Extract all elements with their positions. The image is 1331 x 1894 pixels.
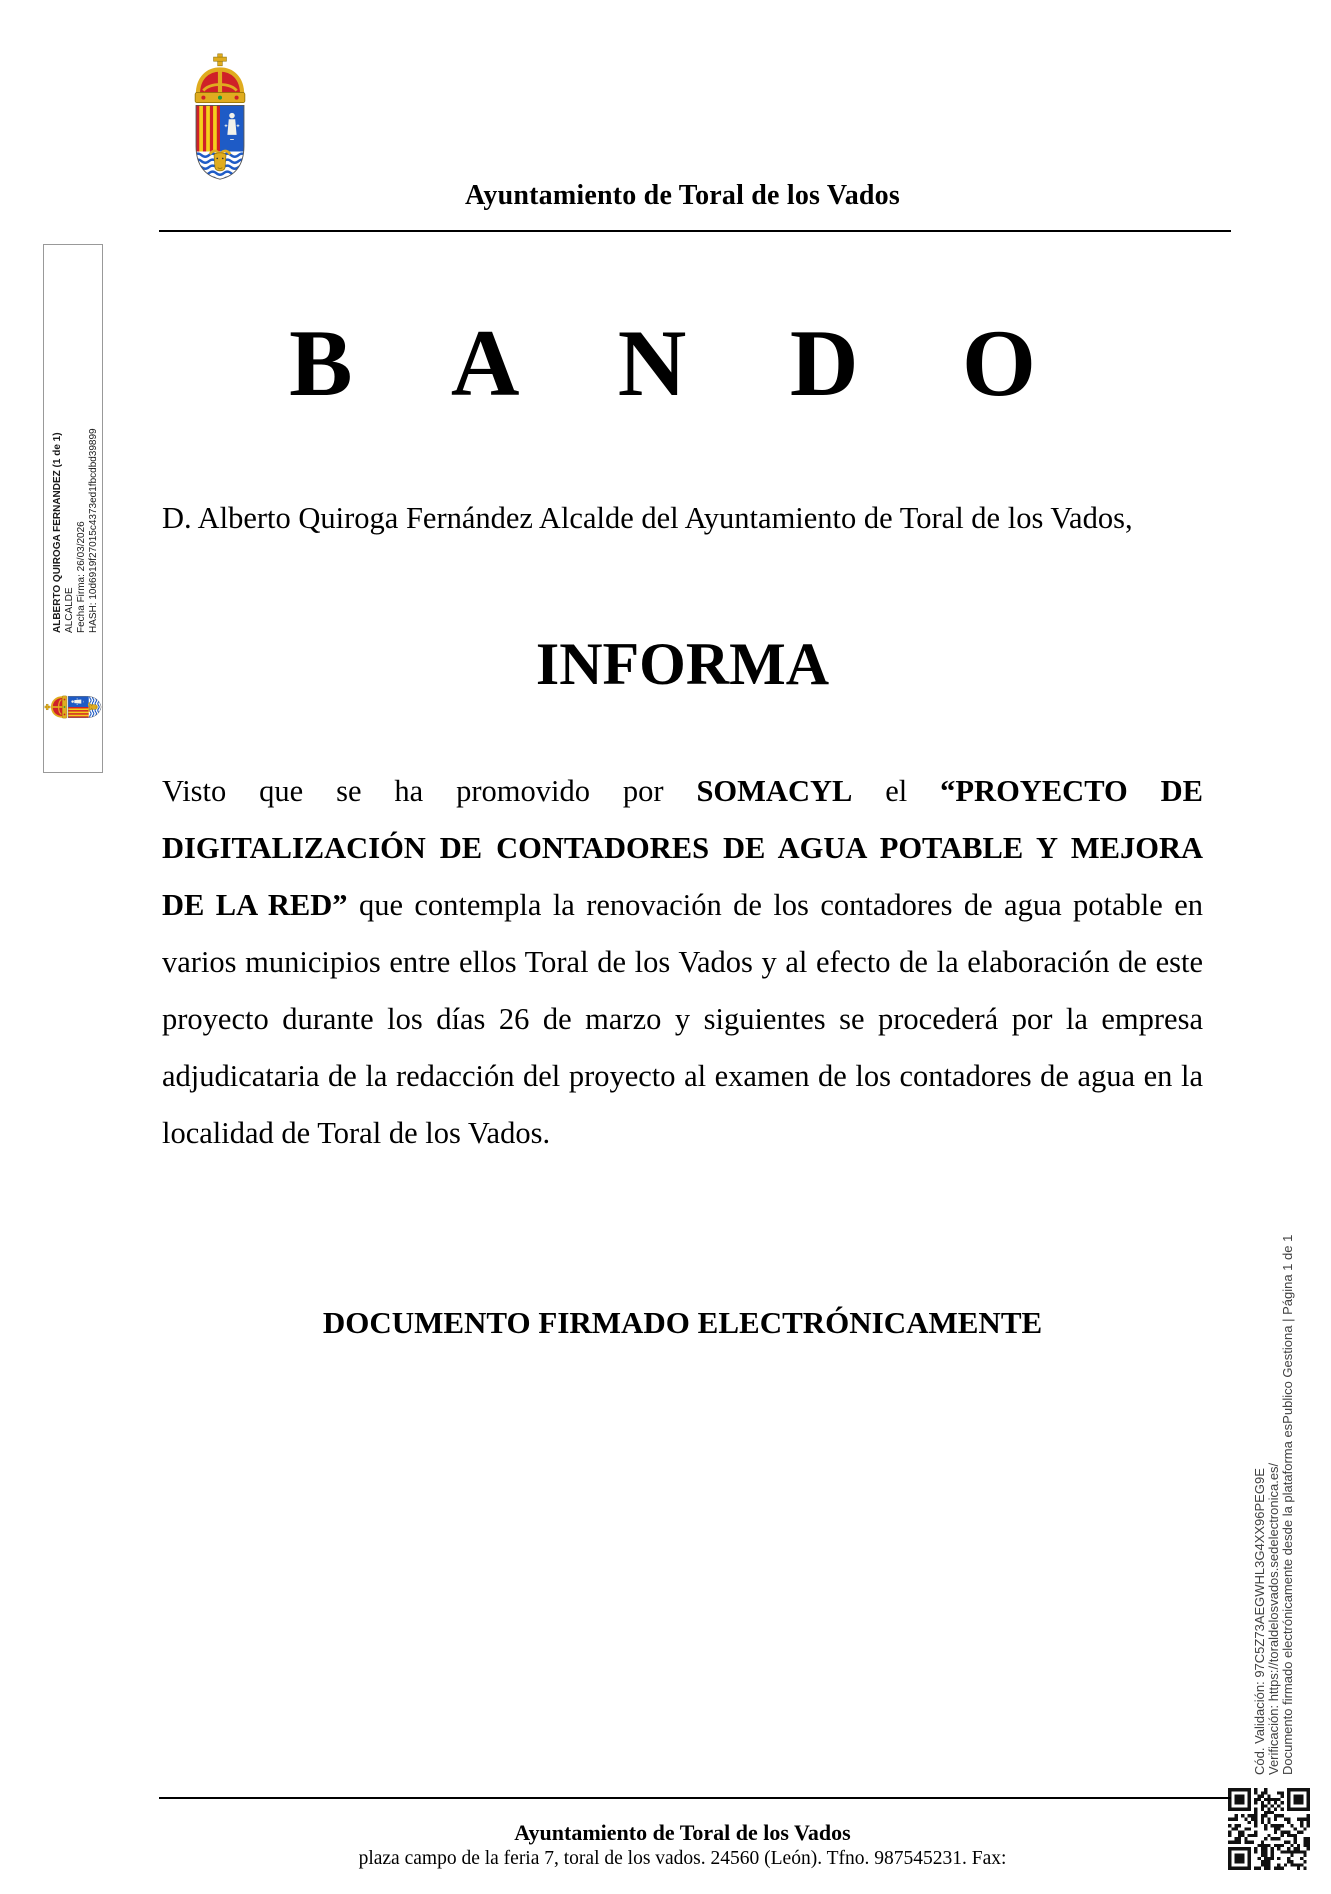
validation-code: Cód. Validación: 97C5Z73AEGWHL3G4XX96PEG9E xyxy=(1252,1468,1267,1775)
qr-code xyxy=(1228,1788,1310,1870)
footer-address: plaza campo de la feria 7, toral de los vados. 24560 (León). Tfno. 987545231. Fax: xyxy=(358,1848,1007,1869)
header-divider xyxy=(159,230,1231,232)
body-segment: el xyxy=(852,774,941,808)
signature-hash: HASH: 10d6919f27015c4373ed1fbcdbd39899 xyxy=(88,428,99,633)
coat-of-arms xyxy=(183,52,257,181)
body-segment: Visto que se ha promovido por xyxy=(162,774,697,808)
verification-url: Verificación: https://toraldelosvados.sedelectronica.es/ xyxy=(1266,1462,1281,1775)
signer-role: ALCALDE xyxy=(64,587,75,633)
coat-of-arms-small xyxy=(44,690,102,724)
signature-stamp-text xyxy=(52,393,100,633)
footer-divider xyxy=(159,1797,1231,1799)
body-paragraph xyxy=(162,763,1203,1162)
platform-note: Documento firmado electrónicamente desde la plataforma esPublico Gestiona | Página 1 de 1 xyxy=(1280,1234,1295,1775)
validation-sidebar xyxy=(1253,965,1295,1775)
footer-name: Ayuntamiento de Toral de los Vados xyxy=(514,1820,851,1845)
signature-date: Fecha Firma: 26/03/2026 xyxy=(76,521,87,633)
header-title: Ayuntamiento de Toral de los Vados xyxy=(465,180,900,211)
signed-notice: DOCUMENTO FIRMADO ELECTRÓNICAMENTE xyxy=(322,1305,1043,1340)
body-segment: “PROYECTO DE DIGITALIZACIÓN DE CONTADORES DE AGUA POTABLE Y MEJORA DE LA RED” xyxy=(162,774,1203,922)
document-title: B A N D O xyxy=(289,310,1076,416)
document-subtitle: INFORMA xyxy=(535,631,830,697)
intro-paragraph: D. Alberto Quiroga Fernández Alcalde del Ayuntamiento de Toral de los Vados, xyxy=(162,501,1133,535)
signature-stamp-box xyxy=(43,244,103,773)
body-segment: que contempla la renovación de los contadores de agua potable en varios municipios entre ellos Toral de los Vados y al efecto de la elaboración de este proyecto durante los días 26 de marzo y siguientes se procederá por la empresa adjudicataria de la redacción del proyecto al examen de los contadores de agua en la localidad de Toral de los Vados. xyxy=(162,888,1204,1150)
signer-name: ALBERTO QUIROGA FERNANDEZ (1 de 1) xyxy=(52,432,63,633)
body-segment: SOMACYL xyxy=(696,774,853,808)
